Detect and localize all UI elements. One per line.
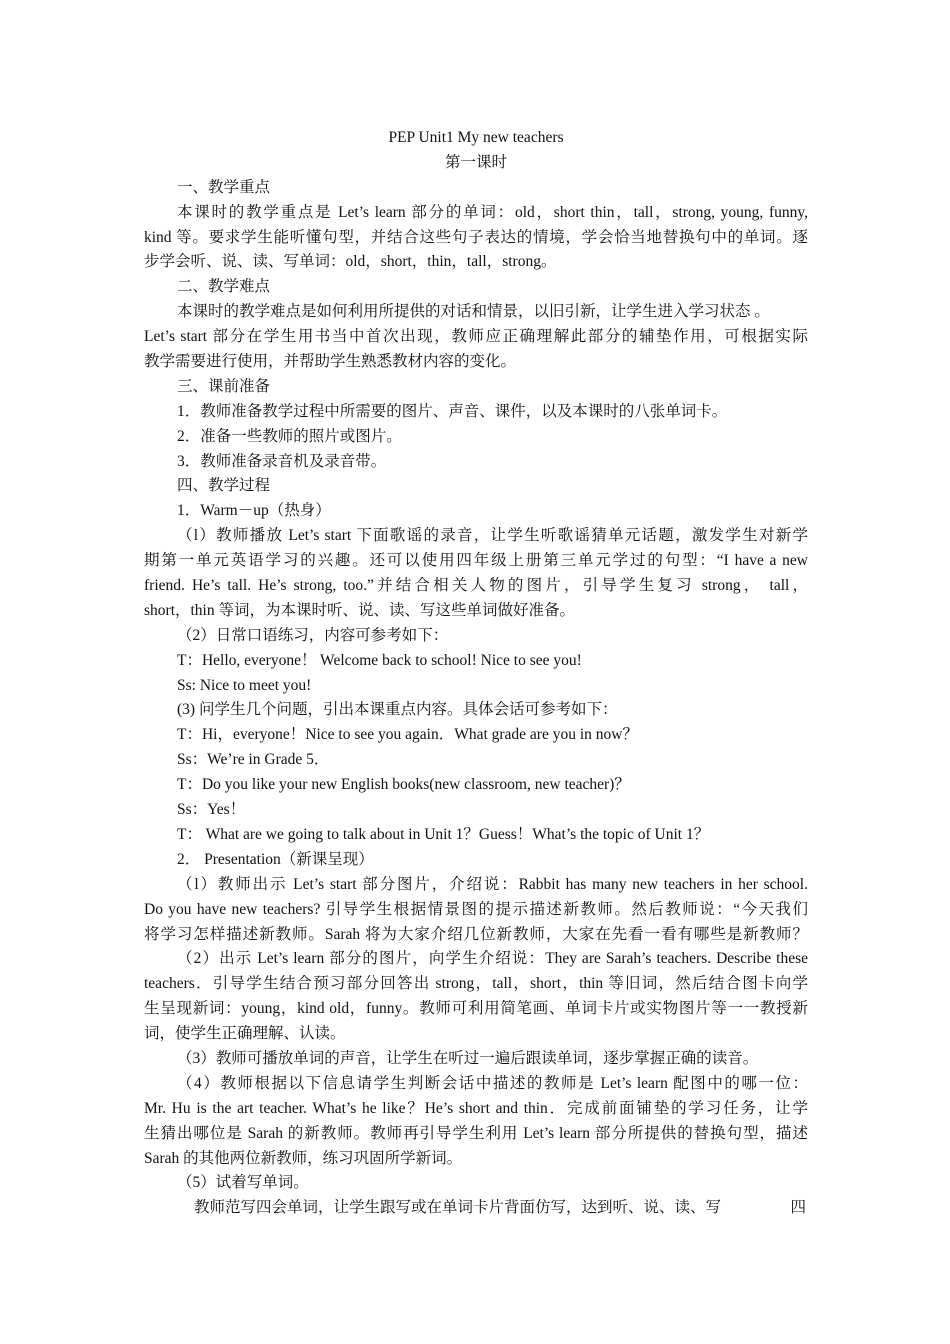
- paragraph-line: kind 等。要求学生能听懂句型，并结合这些句子表达的情境，学会恰当地替换句中的单词。逐: [144, 228, 808, 246]
- dialogue-line: Ss: Nice to meet you!: [177, 676, 312, 694]
- dialogue-line: T：Do you like your new English books(new classroom, new teacher)？: [177, 776, 630, 794]
- dialogue-line: T：Hi，everyone！Nice to see you again．What grade are you in now？: [177, 726, 638, 744]
- paragraph-line: （2）日常口语练习，内容可参考如下：: [177, 626, 449, 644]
- paragraph-line: 本课时的教学重点是 Let’s learn 部分的单词：old，short thin，tall，strong, young, funny,: [177, 203, 808, 221]
- dialogue-line: T：Hello, everyone！ Welcome back to school! Nice to see you!: [177, 651, 582, 669]
- paragraph-line: Do you have new teachers? 引导学生根据情景图的提示描述新教师。然后教师说：“今天我们: [144, 900, 808, 918]
- paragraph-line: 词，使学生正确理解、认读。: [144, 1025, 346, 1043]
- section-heading-difficulties: 二、教学难点: [177, 278, 271, 296]
- document-subtitle: 第一课时: [444, 153, 507, 171]
- paragraph-line: （2）出示 Let’s learn 部分的图片，向学生介绍说：They are Sarah’s teachers. Describe these: [177, 950, 808, 968]
- paragraph-line: 步学会听、说、读、写单词：old，short，thin，tall，strong。: [144, 253, 557, 271]
- paragraph-line-last-text: 教师范写四会单词，让学生跟写或在单词卡片背面仿写，达到听、说、读、写: [194, 1199, 722, 1217]
- list-item: 2．准备一些教师的照片或图片。: [177, 427, 402, 445]
- paragraph-line: 本课时的教学难点是如何利用所提供的对话和情景，以旧引新，让学生进入学习状态 。: [177, 303, 770, 321]
- dialogue-line: Ss：Yes！: [177, 801, 246, 819]
- paragraph-line: 生猜出哪位是 Sarah 的新教师。教师再引导学生利用 Let’s learn 部分所提供的替换句型，描述: [144, 1124, 808, 1142]
- subsection-heading-warmup: 1．Warm－up（热身）: [177, 502, 331, 520]
- paragraph-line: short，thin 等词，为本课时听、说、读、写这些单词做好准备。: [144, 601, 575, 619]
- section-heading-preparation: 三、课前准备: [177, 377, 271, 395]
- paragraph-line: 期第一单元英语学习的兴趣。还可以使用四年级上册第三单元学过的句型：“I have a new: [144, 552, 808, 570]
- paragraph-line: (3) 问学生几个问题，引出本课重点内容。具体会话可参考如下：: [177, 701, 618, 719]
- paragraph-line: Mr. Hu is the art teacher. What’s he like？He’s short and thin．完成前面铺垫的学习任务，让学: [144, 1099, 808, 1117]
- document-body: [144, 126, 808, 1221]
- dialogue-line: T： What are we going to talk about in Unit 1？Guess！What’s the topic of Unit 1？: [177, 825, 710, 843]
- paragraph-line: friend. He’s tall. He’s strong, too.”并结合相关人物的图片，引导学生复习 strong， tall，: [144, 577, 808, 595]
- paragraph-line: 将学习怎样描述新教师。Sarah 将为大家介绍几位新教师，大家在先看一看有哪些是新教师？: [144, 925, 808, 943]
- list-item: 1．教师准备教学过程中所需要的图片、声音、课件，以及本课时的八张单词卡。: [177, 402, 728, 420]
- paragraph-line-last-tail: 四: [790, 1199, 806, 1217]
- list-item: 3．教师准备录音机及录音带。: [177, 452, 387, 470]
- paragraph-line: （4）教师根据以下信息请学生判断会话中描述的教师是 Let’s learn 配图中的哪一位：: [177, 1074, 808, 1092]
- paragraph-line: （l）教师播放 Let’s start 下面歌谣的录音，让学生听歌谣猜单元话题，激发学生对新学: [177, 527, 808, 545]
- paragraph-line-last: [144, 1196, 808, 1221]
- document-title: PEP Unit1 My new teachers: [388, 129, 564, 146]
- paragraph-line: Sarah 的其他两位新教师，练习巩固所学新词。: [144, 1149, 463, 1167]
- paragraph-line: 教学需要进行使用，并帮助学生熟悉教材内容的变化。: [144, 353, 517, 371]
- subsection-heading-presentation: 2． Presentation（新课呈现）: [177, 850, 374, 868]
- section-heading-process: 四、教学过程: [177, 477, 271, 495]
- paragraph-line: Let’s start 部分在学生用书当中首次出现，教师应正确理解此部分的辅垫作用，可根据实际: [144, 328, 808, 346]
- paragraph-line: teachers．引导学生结合预习部分回答出 strong，tall，short，thin 等旧词，然后结合图卡向学: [144, 975, 808, 993]
- section-heading-key-points: 一、教学重点: [177, 178, 271, 196]
- paragraph-line: （5）试着写单词。: [177, 1174, 309, 1192]
- paragraph-line: 生呈现新词：young，kind old，funny。教师可利用简笔画、单词卡片或实物图片等一一教授新: [144, 1000, 808, 1018]
- paragraph-line: （3）教师可播放单词的声音，让学生在听过一遍后跟读单词，逐步掌握正确的读音。: [177, 1049, 759, 1067]
- paragraph-line: （l）教师出示 Let’s start 部分图片，介绍说：Rabbit has many new teachers in her school.: [177, 875, 808, 893]
- dialogue-line: Ss：We’re in Grade 5．: [177, 751, 330, 769]
